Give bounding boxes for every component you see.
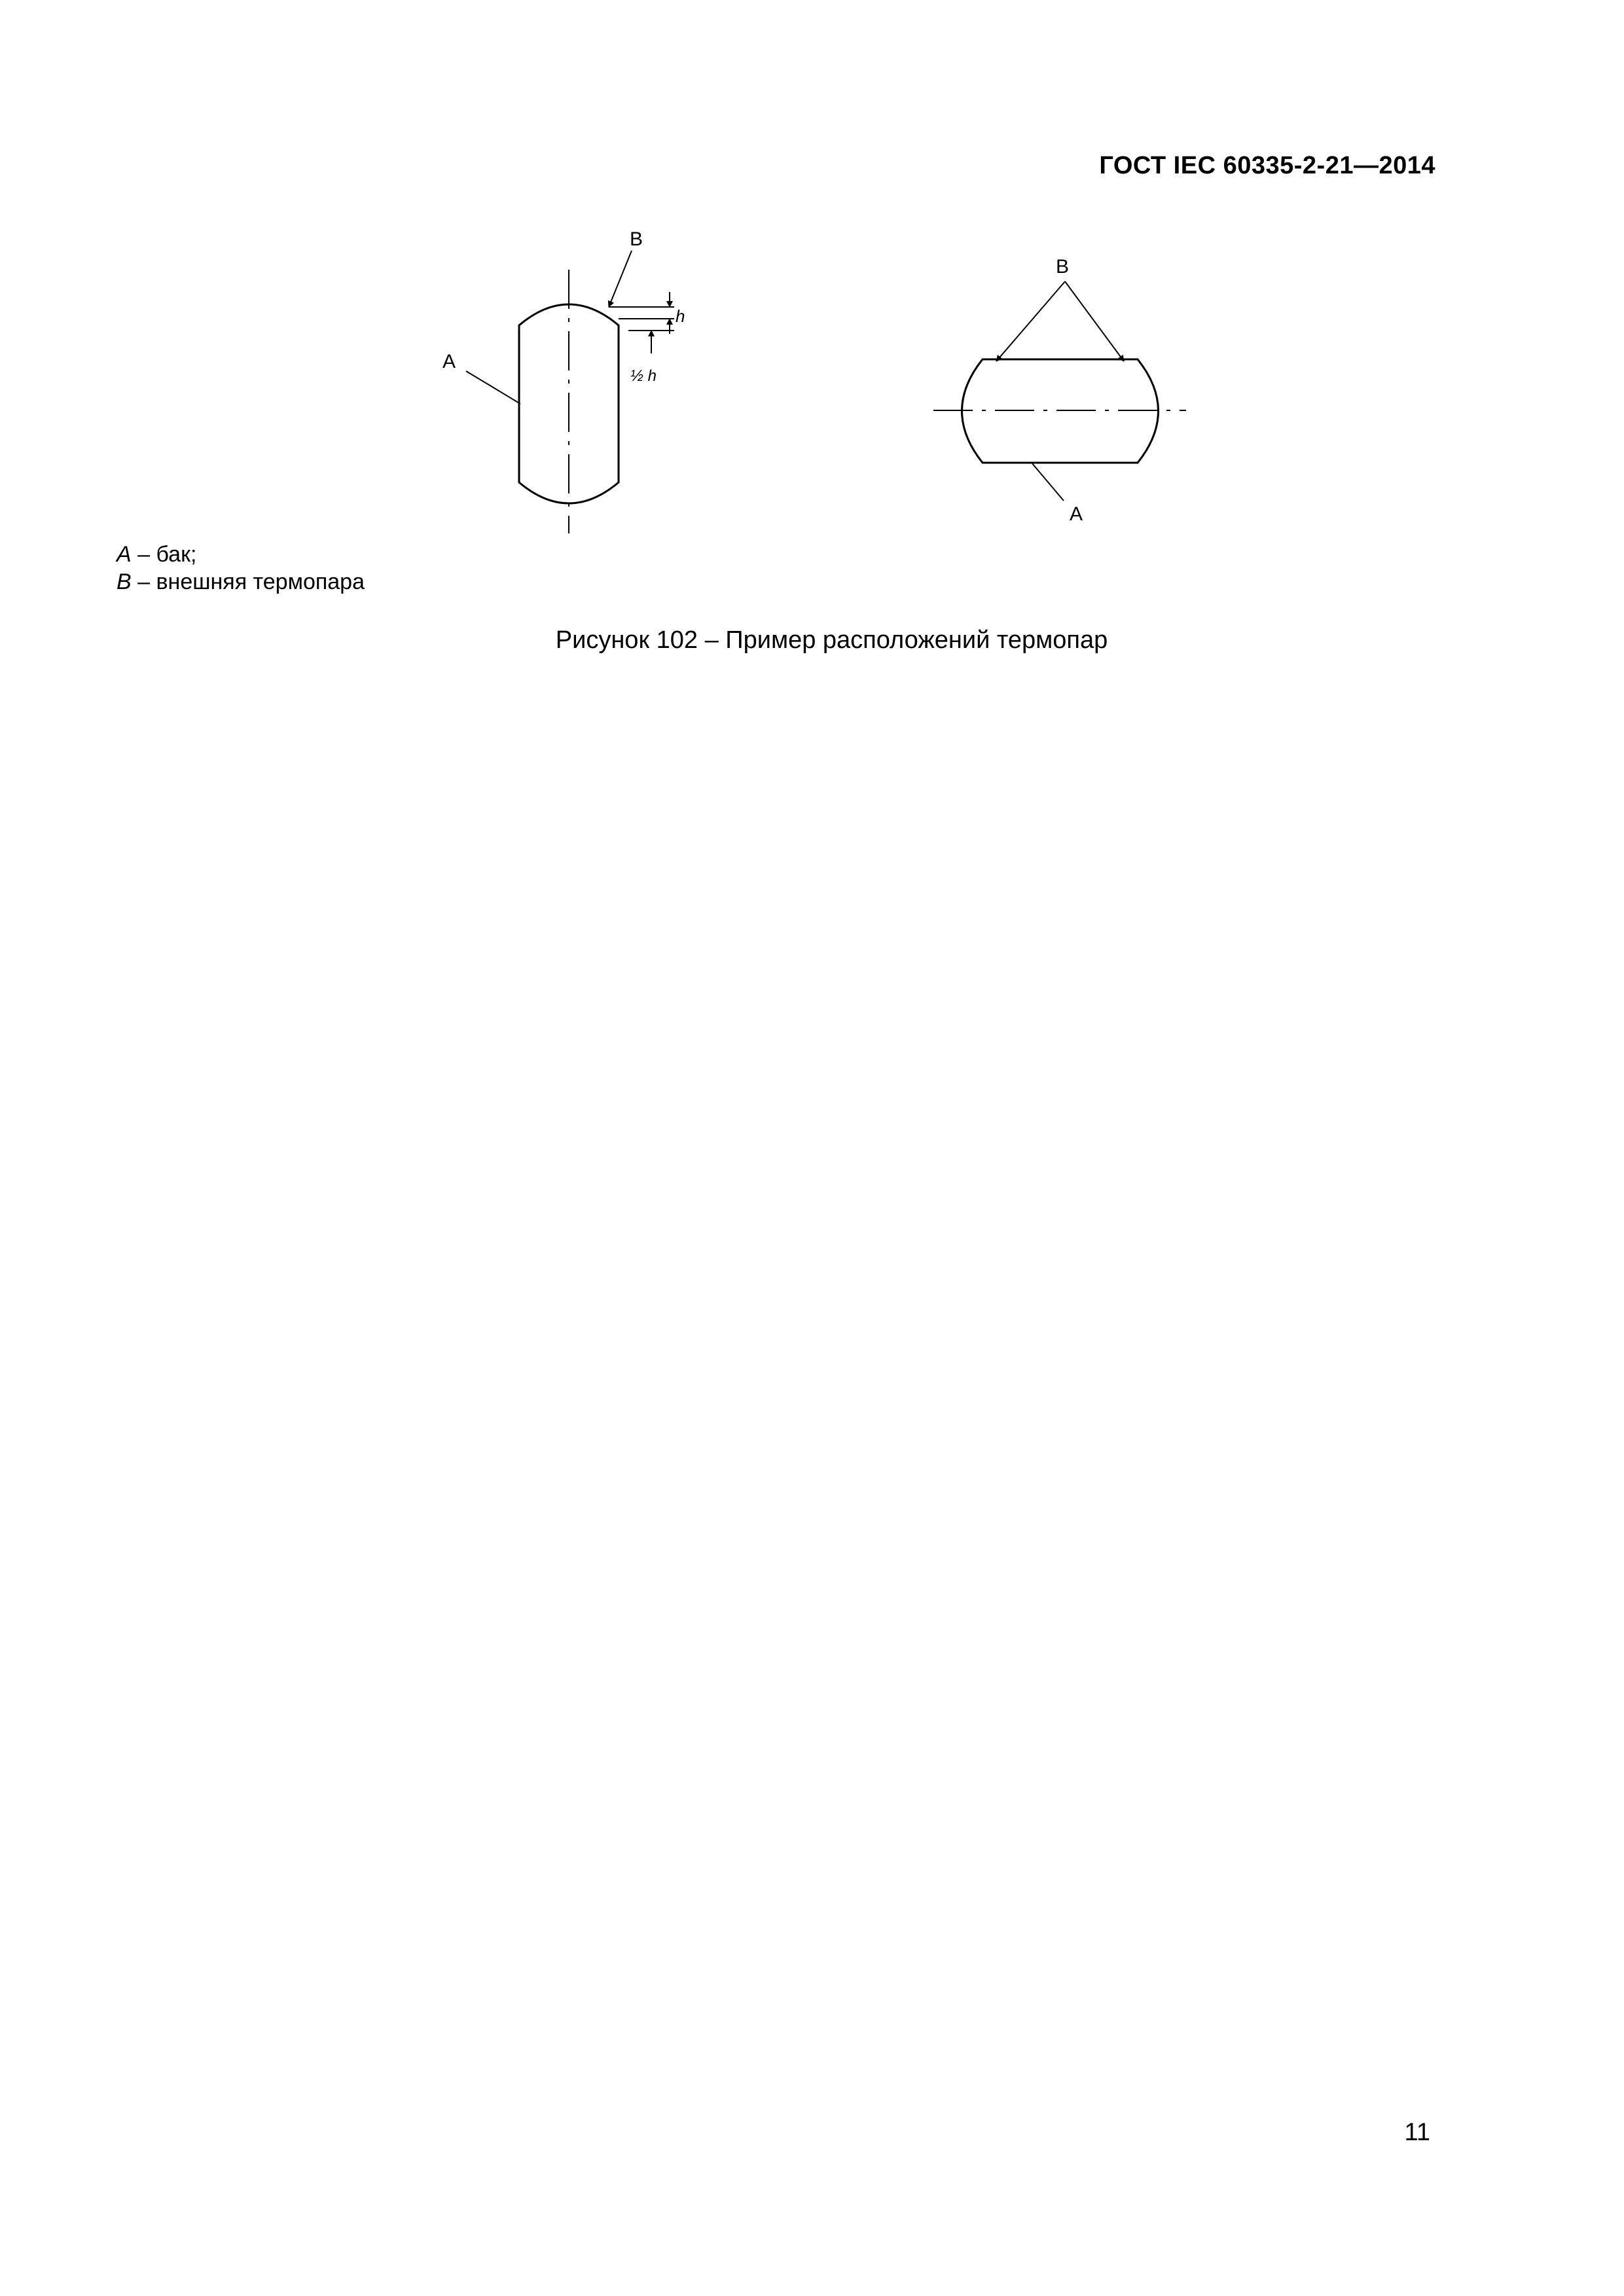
page-number: 11 <box>1404 2119 1430 2146</box>
legend-item-a <box>117 541 365 568</box>
document-standard-id: ГОСТ IEC 60335-2-21—2014 <box>1099 152 1435 179</box>
legend-key-b: B <box>117 569 132 594</box>
leader-a-right <box>1032 463 1064 501</box>
legend-text-a: – бак; <box>131 542 197 567</box>
right-label-a: A <box>1070 503 1083 525</box>
leader-b-right-2 <box>1065 281 1124 361</box>
legend-item-b <box>117 568 365 596</box>
leader-b-left <box>609 251 632 307</box>
leader-a-left <box>466 371 520 404</box>
left-dim-half-h: ½ h <box>630 367 657 385</box>
left-label-a: A <box>442 351 456 372</box>
legend-key-a: A <box>117 542 132 567</box>
leader-b-right-1 <box>996 281 1065 361</box>
figure-legend <box>117 541 365 596</box>
left-label-b: B <box>630 228 643 250</box>
vertical-tank-view <box>466 251 674 533</box>
horizontal-tank-view <box>933 281 1186 501</box>
right-label-b: B <box>1056 256 1070 278</box>
left-dim-h: h <box>676 306 685 326</box>
figure-caption: Рисунок 102 – Пример расположений термопар <box>555 626 1108 654</box>
thermocouple-figure <box>0 0 1624 589</box>
legend-text-b: – внешняя термопара <box>131 569 365 594</box>
